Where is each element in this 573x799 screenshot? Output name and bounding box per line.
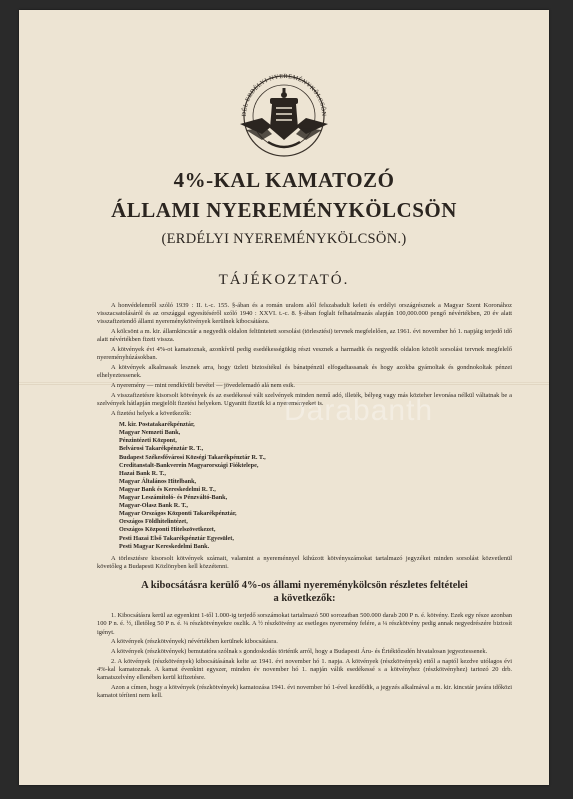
condition-paragraph: A kötvények (részkötvények) névértékben kerülnek kibocsátásra. — [111, 638, 278, 646]
emblem-text: DÉL ERDÉLYI NYEREMÉNYKÖLCSÖN — [240, 72, 328, 117]
list-item: Pesti Magyar Kereskedelmi Bank. — [119, 542, 210, 550]
list-item: Magyar Nemzeti Bank, — [119, 429, 181, 437]
document-body — [97, 302, 512, 702]
title-line-2: ÁLLAMI NYEREMÉNYKÖLCSÖN — [111, 198, 457, 222]
section-heading-line-1: A kibocsátásra kerülő 4%-os állami nyereménykölcsön részletes feltételei — [141, 580, 468, 592]
notice-heading: TÁJÉKOZTATÓ. — [218, 272, 350, 288]
paragraph: A nyeremény — mint rendkívüli bevétel — jövedelemadó alá nem esik. — [111, 382, 296, 390]
list-item: Creditanstalt-Bankverein Magyarországi Fióktelepe, — [119, 461, 259, 469]
list-item: Magyar Országos Központi Takarékpénztár, — [119, 510, 237, 518]
subtitle: (ERDÉLYI NYEREMÉNYKÖLCSÖN.) — [161, 231, 407, 247]
document-page — [19, 10, 549, 785]
list-item: Belvárosi Takarékpénztár R. T., — [119, 445, 204, 453]
section-heading-line-2: a következők: — [273, 593, 336, 605]
list-item: Országos Központi Hitelszövetkezet, — [119, 526, 216, 534]
paragraph: A honvédelemről szóló 1939 : II. t.-c. 155. §-ában és a román uralom alól felszabadult keleti és erdélyi országrésznek a Magyar Szent Koronához visszacsatolásáról és az országgal egyesítéséről szóló 1940 : XXVI. t.-c. 8. §-ában foglalt felhatalmazás alapján 100,000.000 pengő névértékben, 20 év alatt visszafizetendő állami nyereménykötvények kerülnek kibocsátásra. — [97, 302, 512, 326]
paragraph: A fizetési helyek a következők: — [111, 410, 192, 417]
title-line-1: 4%-KAL KAMATOZÓ — [173, 168, 395, 192]
list-item: Pesti Hazai Első Takarékpénztár Egyesület, — [119, 534, 234, 542]
list-item: Magyar Bank és Kereskedelmi R. T., — [119, 485, 216, 493]
section-heading — [97, 579, 512, 605]
paragraph: A törlesztésre kisorsolt kötvények számait, valamint a nyereménnyel kihúzott kötvényszámokat tartalmazó jegyzéket minden sorsolást közvetlenül követőleg a Budapesti Közlönyben kell közzétenni. — [97, 554, 512, 570]
list-item: Magyar-Olasz Bank R. T., — [119, 502, 188, 510]
list-item: Magyar Általános Hitelbank, — [119, 477, 197, 485]
payment-places-list — [119, 421, 512, 551]
list-item: Hazai Bank R. T., — [119, 469, 166, 477]
paragraph: A kölcsönt a m. kir. államkincstár a negyedik oldalon feltüntetett sorsolási (törlesztési) tervnek megfelelően, az 1961. évi november hó 1. napjáig terjedő idő alatt névértékben fizeti vissza. — [97, 328, 512, 344]
condition-paragraph: 2. A kötvények (részkötvények) kibocsátásának kelte az 1941. évi november hó 1. napja. A kötvények (részkötvények) ettől a naptól kezdve utólagos évi 4%-kal kamatoznak. A kamat évenkint egyszer, minden év november hó 1. napján válik esedékessé s a kötvényhez (részkötvényhez) tartozó 20 drb. kamatszelvény ellenében kerül kifizetésre. — [97, 657, 512, 682]
watermark: Darabanth — [284, 394, 434, 427]
condition-paragraph: Azon a címen, hogy a kötvények (részkötvények) kamatozása 1941. évi november hó 1-ével kezdődik, a jegyzés alkalmával a m. kir. kincstár javára időközi kamatot téríteni nem kell. — [97, 684, 512, 700]
condition-paragraph: 1. Kibocsátásra kerül az egyenkint 1-től 1.000-ig terjedő sorszámokat tartalmazó 500 sorozatban 500.000 darab 200 P n. é. kötvény. Ezek egy része azonban 100 P n. é. ½, illetőleg 50 P n. é. ¼ részkötvényekre oszlik. A ½ részkötvény az esetleges nyeremény felére, a ¼ részkötvény pedig annak negyedrészére biztosít igényt. — [97, 612, 512, 636]
list-item: Magyar Leszámítoló- és Pénzváltó-Bank, — [119, 494, 228, 502]
list-item: Budapest Székesfővárosi Községi Takarékpénztár R. T., — [119, 453, 266, 461]
list-item: M. kir. Postatakarékpénztár, — [119, 421, 195, 429]
condition-paragraph: A kötvények (részkötvények) bemutatóra szólnak s gondoskodás történik arról, hogy a Budapesti Áru- és Értéktőzsdén hivatalosan jegyeztessenek. — [111, 648, 488, 656]
list-item: Országos Földhitelintézet, — [119, 518, 188, 526]
list-item: Pénzintézeti Központ, — [119, 437, 177, 445]
paragraph: A kötvények évi 4%-ot kamatoznak, azonkívül pedig esedékességükig részt vesznek a harmadik és negyedik oldalon közölt sorsolási tervnek megfelelő nyereményhúzásokban. — [97, 346, 512, 362]
paragraph: A visszafizetésre kisorsolt kötvények és az esedékessé vált szelvények minden nemű adó, illeték, bélyeg vagy más közteher levonása nélkül váltatnak be a szelvények hátlapján megjelölt fizetési helyeken. Ugyanitt fizetik ki a nyereményeket is. — [97, 392, 512, 408]
loan-emblem-icon — [232, 68, 336, 158]
paragraph: A kötvények alkalmasak lesznek arra, hogy üzleti biztosítékul és bánatpénzül elfogadtassanak és hogy azokba gyámoltak és gondnokoltak pénzei elhelyeztessenek. — [97, 364, 512, 380]
